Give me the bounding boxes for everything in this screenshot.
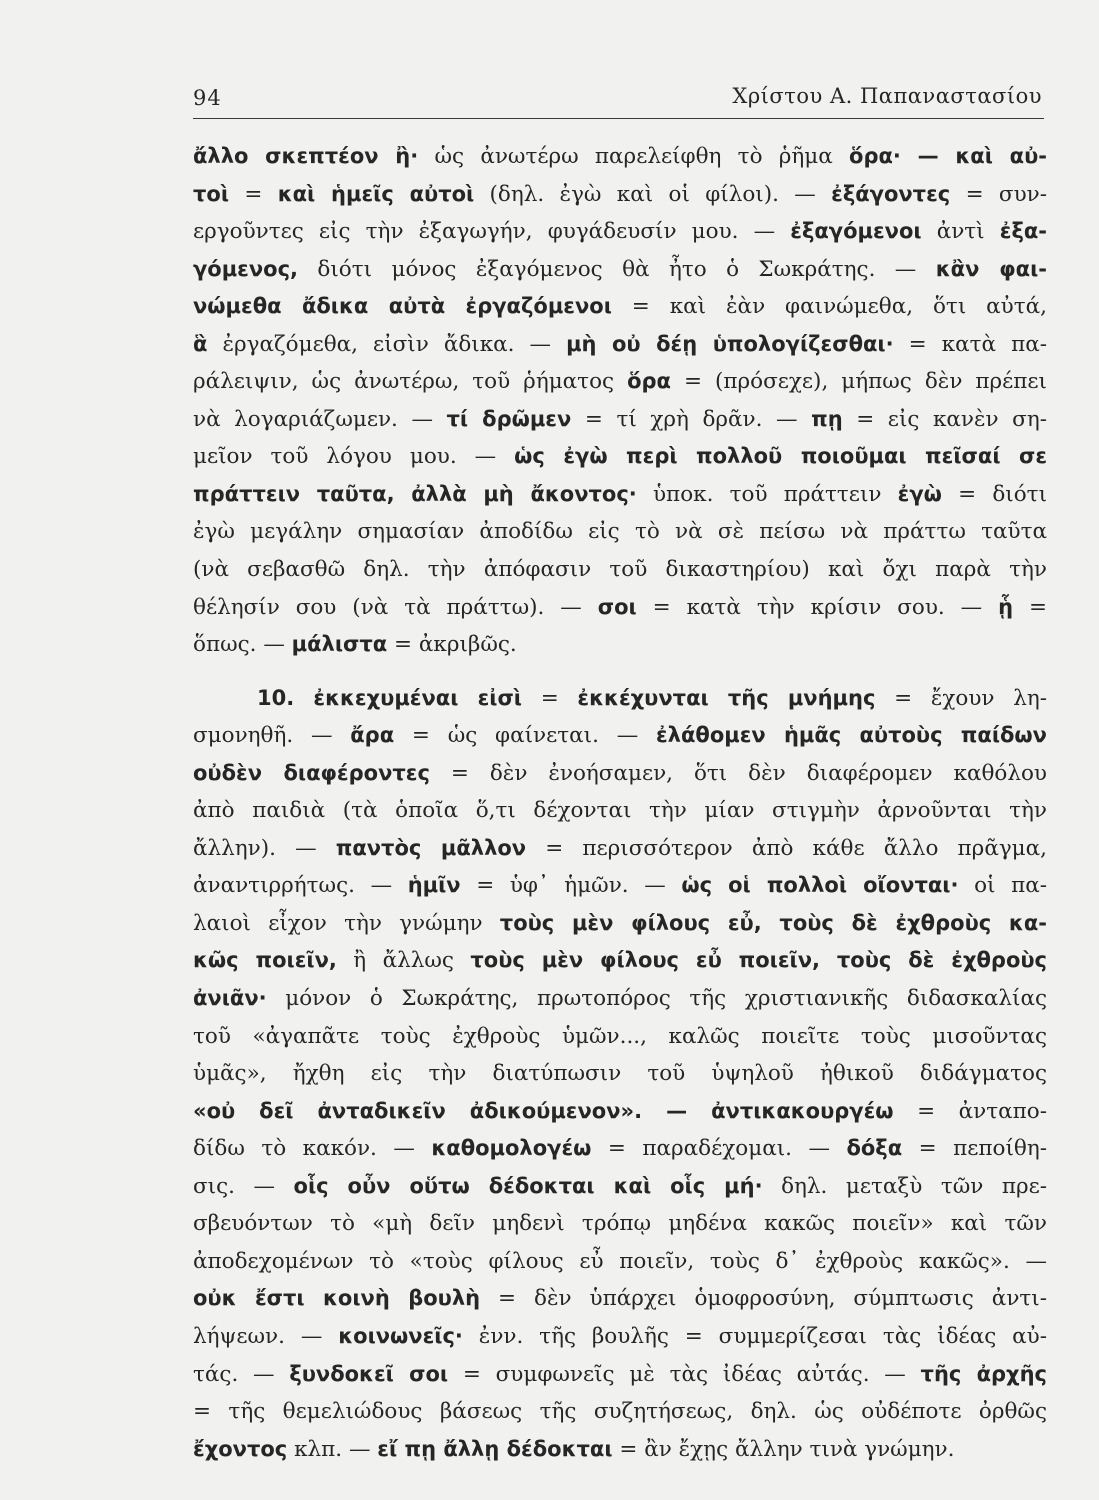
gloss-text: = περισσότερον ἀπὸ κάθε ἄλλο πρᾶγμα, [526,835,1048,861]
gloss-text: = παραδέχομαι. — [591,1136,847,1162]
text-line [193,1431,1047,1469]
text-line [193,138,1047,176]
text-line [193,1356,1047,1394]
lemma-term: οὐκ ἔστι κοινὴ βουλὴ [193,1286,481,1311]
gloss-text: = συμφωνεῖς μὲ τὰς ἰδέας αὐτάς. — [448,1361,921,1387]
gloss-text: τοῦ «ἀγαπᾶτε τοὺς ἐχθροὺς ὑμῶν..., καλῶς ποιεῖτε τοὺς μισοῦντας [193,1023,1047,1049]
lemma-term: καὶ ἡμεῖς αὐτοὶ [277,181,475,206]
gloss-text: (νὰ σεβασθῶ δηλ. τὴν ἀπόφασιν τοῦ δικαστηρίου) καὶ ὄχι παρὰ τὴν [193,557,1047,583]
gloss-text: = ὡς φαίνεται. — [394,723,656,749]
lemma-term: παντὸς μᾶλλον [335,835,527,860]
lemma-term: ὡς οἱ πολλοὶ οἴονται· [681,873,959,898]
lemma-term: γόμενος, [193,256,299,281]
paragraph-1 [193,138,1047,664]
gloss-text: νὰ λογαριάζωμεν. — [193,406,447,432]
gloss-text: δηλ. μεταξὺ τῶν πρε- [762,1173,1047,1199]
lemma-term: 10. ἐκκεχυμέναι εἰσὶ [257,685,522,710]
gloss-text: = ἀνταπο- [893,1098,1047,1124]
lemma-term: οὐδὲν διαφέροντες [193,760,430,785]
gloss-text: ἐνν. τῆς βουλῆς = συμμερίζεσαι τὰς ἰδέας αὐ- [462,1323,1047,1349]
lemma-term: μάλιστα [291,632,388,657]
lemma-term: κἂν φαι- [935,256,1047,281]
gloss-text: μόνον ὁ Σωκράτης, πρωτοπόρος τῆς χριστιανικῆς διδασκαλίας [266,986,1047,1012]
lemma-term: ξυνδοκεῖ σοι [289,1361,449,1386]
lemma-term: τοὺς μὲν φίλους εὖ, τοὺς δὲ ἐχθροὺς κα- [499,910,1047,935]
lemma-term: πῃ [811,406,843,431]
gloss-text: ἀποδεχομένων τὸ «τοὺς φίλους εὖ ποιεῖν, τοὺς δ᾿ ἐχθροὺς κακῶς». — [193,1248,1047,1274]
commentary-text [193,138,1047,1468]
text-line [193,251,1047,289]
text-line [193,326,1047,364]
gloss-text: ἐργαζόμεθα, εἰσὶν ἄδικα. — [207,331,567,357]
text-line [193,1280,1047,1318]
text-line [193,1243,1047,1281]
lemma-term: ἄρα [350,723,395,748]
lemma-term: ἐλάθομεν ἡμᾶς αὐτοὺς παίδων [655,723,1047,748]
gloss-text: = δὲν ἐνοήσαμεν, ὅτι δὲν διαφέρομεν καθόλου [429,760,1047,786]
gloss-text: = ἔχουν λη- [875,685,1047,711]
text-line [193,830,1047,868]
text-line [193,213,1047,251]
lemma-term: εἴ πῃ ἄλλῃ δέδοκται [377,1436,613,1461]
text-line [193,288,1047,326]
gloss-text: διότι μόνος ἐξαγόμενος θὰ ἦτο ὁ Σωκράτης. — [298,256,936,282]
text-line [193,1018,1047,1056]
text-line [193,176,1047,214]
text-line [193,867,1047,905]
lemma-term: ἐκκέχυνται τῆς μνήμης [577,685,876,710]
running-head: Χρίστου Α. Παπαναστασίου [732,84,1042,108]
paragraph-2 [193,680,1047,1468]
gloss-text: = πεποίθη- [902,1136,1047,1162]
gloss-text: ὡς ἀνωτέρω παρελείφθη τὸ ῥῆμα [418,144,850,169]
gloss-text: = κατὰ πα- [893,331,1047,357]
lemma-term: τῆς ἀρχῆς [920,1361,1047,1386]
gloss-text: οἱ πα- [958,873,1047,899]
text-line [193,680,1047,718]
gloss-text: = καὶ ἐὰν φαινώμεθα, ὅτι αὐτά, [611,294,1047,320]
lemma-term: «οὐ δεῖ ἀνταδικεῖν ἀδικούμενον». — ἀντικακουργέω [193,1098,894,1123]
lemma-term: ἐξάγοντες [831,181,951,206]
text-line [193,1205,1047,1243]
text-line [193,1168,1047,1206]
text-line [193,1055,1047,1093]
lemma-term: πράττειν ταῦτα, ἀλλὰ μὴ ἄκοντος· [193,481,637,506]
text-line [193,1093,1047,1131]
lemma-term: ἡμῖν [407,873,461,898]
text-line [193,905,1047,943]
gloss-text: = ἀκριβῶς. [387,632,517,658]
gloss-text: ἄλλην). — [193,835,336,861]
gloss-text: τάς. — [193,1361,290,1387]
text-line [193,717,1047,755]
lemma-term: τοὶ [193,181,230,206]
gloss-text: λήψεων. — [193,1323,339,1349]
gloss-text: εργοῦντες εἰς τὴν ἐξαγωγήν, φυγάδευσίν μου. — [193,219,791,245]
lemma-term: ἔχοντος [193,1436,288,1461]
gloss-text: ράλειψιν, ὡς ἀνωτέρω, τοῦ ῥήματος [193,369,628,395]
gloss-text: = [1013,594,1048,620]
text-line [193,438,1047,476]
gloss-text: = εἰς κανὲν ση- [842,406,1047,432]
text-line [193,626,1047,664]
text-line [193,551,1047,589]
lemma-term: ἐξα- [999,219,1047,244]
gloss-text: ἢ ἄλλως [336,948,471,974]
gloss-text: ἐγὼ μεγάλην σημασίαν ἀποδίδω εἰς τὸ νὰ σὲ πείσω νὰ πράττω ταῦτα [193,519,1047,545]
gloss-text: ἀπὸ παιδιὰ (τὰ ὁποῖα ὅ,τι δέχονται τὴν μίαν στιγμὴν ἀρνοῦνται τὴν [193,798,1047,824]
gloss-text: ὑμᾶς», ἤχθη εἰς τὴν διατύπωσιν τοῦ ὑψηλοῦ ἠθικοῦ διδάγματος [193,1061,1047,1087]
text-line [193,476,1047,514]
gloss-text: = δὲν ὑπάρχει ὁμοφροσύνη, σύμπτωσις ἀντι- [480,1286,1047,1312]
gloss-text: δίδω τὸ κακόν. — [193,1136,432,1162]
lemma-term: δόξα [846,1136,903,1161]
text-line [193,363,1047,401]
gloss-text: = ἂν ἔχῃς ἄλλην τινὰ γνώμην. [612,1436,955,1462]
gloss-text: λαιοὶ εἶχον τὴν γνώμην [193,910,500,936]
gloss-text: μεῖον τοῦ λόγου μου. — [193,444,515,470]
text-line [193,792,1047,830]
gloss-text: ὅπως. — [193,632,292,658]
lemma-term: τοὺς μὲν φίλους εὖ ποιεῖν, τοὺς δὲ ἐχθροὺς [470,948,1048,973]
gloss-text: σμονηθῆ. — [193,723,351,749]
lemma-term: σοι [597,594,637,619]
text-line [193,980,1047,1018]
lemma-term: ἀνιᾶν· [193,986,267,1011]
lemma-term: οἷς οὖν οὕτω δέδοκται καὶ οἷς μή· [293,1173,763,1198]
gloss-text: ἀντὶ [921,219,1000,245]
lemma-term: νώμεθα ἄδικα αὐτὰ ἐργαζόμενοι [193,294,612,319]
gloss-text: = [521,685,578,711]
lemma-term: ἄλλο σκεπτέον ἢ· [193,144,419,168]
gloss-text: = [229,181,278,207]
text-line [193,401,1047,439]
gloss-text: σβευόντων τὸ «μὴ δεῖν μηδενὶ τρόπῳ μηδένα κακῶς ποιεῖν» καὶ τῶν [193,1211,1047,1237]
lemma-term: ὅρα· — καὶ αὐ- [849,144,1047,168]
lemma-term: κοινωνεῖς· [338,1323,463,1348]
text-line [193,942,1047,980]
gloss-text: (δηλ. ἐγὼ καὶ οἱ φίλοι). — [474,181,832,207]
text-line [193,1318,1047,1356]
gloss-text: = συν- [950,181,1048,207]
gloss-text: = διότι [941,481,1047,507]
lemma-term: ἐγὼ [897,481,942,506]
page-number: 94 [193,86,222,110]
gloss-text: = κατὰ τὴν κρίσιν σου. — [636,594,999,620]
gloss-text: θέλησίν σου (νὰ τὰ πράττω). — [193,594,598,620]
text-line [193,513,1047,551]
lemma-term: καθομολογέω [431,1136,592,1161]
lemma-term: μὴ οὐ δέῃ ὑπολογίζεσθαι· [566,331,894,356]
lemma-term: ἃ [193,331,208,356]
lemma-term: ὡς ἐγὼ περὶ πολλοῦ ποιοῦμαι πεῖσαί σε [514,444,1048,469]
lemma-term: ᾗ [998,594,1014,619]
gloss-text: = (πρόσεχε), μήπως δὲν πρέπει [670,369,1047,395]
lemma-term: ἐξαγόμενοι [790,219,922,244]
lemma-term: ὅρα [627,369,671,394]
text-line [193,589,1047,627]
page-header [193,84,1044,119]
gloss-text: σις. — [193,1173,294,1199]
gloss-text: = ὑφ᾿ ἡμῶν. — [460,873,682,899]
gloss-text: κλπ. — [287,1436,378,1462]
lemma-term: τί δρῶμεν [446,406,572,431]
text-line [193,1130,1047,1168]
text-line [193,755,1047,793]
lemma-term: κῶς ποιεῖν, [193,948,337,973]
gloss-text: = τῆς θεμελιώδους βάσεως τῆς συζητήσεως, δηλ. ὡς οὐδέποτε ὀρθῶς [193,1399,1047,1425]
gloss-text: ἀναντιρρήτως. — [193,873,408,899]
text-line [193,1393,1047,1431]
gloss-text: ὑποκ. τοῦ πράττειν [636,481,898,507]
gloss-text: = τί χρὴ δρᾶν. — [571,406,812,432]
